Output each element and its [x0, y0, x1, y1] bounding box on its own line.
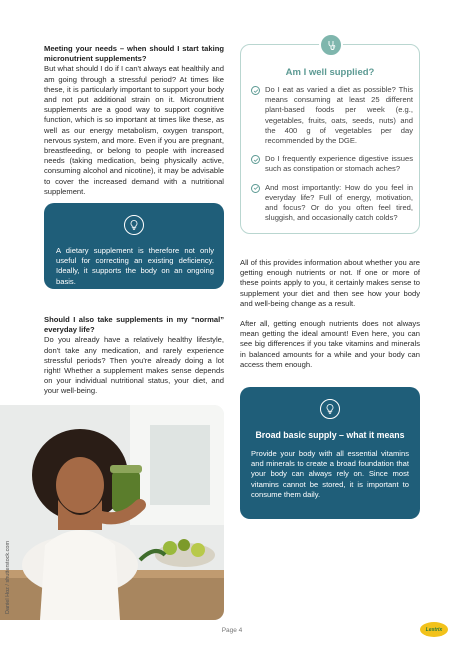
everyday-section	[44, 315, 224, 397]
lightbulb-icon	[124, 215, 144, 235]
check-circle-icon	[251, 184, 260, 193]
checklist-item	[251, 154, 413, 174]
photo-credit: Daniel Hoz / shutterstock.com	[5, 540, 11, 614]
right-para-1: All of this provides information about whether you are getting enough nutrients or not. If one or more of these points apply to you, it certainly makes sense to supplement your diet and then see how your body and well-being change as a result.	[240, 258, 420, 308]
check-circle-icon	[251, 86, 260, 95]
check-circle-icon	[251, 155, 260, 164]
broad-supply-box	[240, 387, 420, 519]
checklist-item	[251, 85, 413, 146]
right-text-section	[240, 258, 420, 370]
intro-section	[44, 44, 224, 197]
lightbulb-icon	[320, 399, 340, 419]
broad-supply-text: Provide your body with all essential vitamins and minerals to create a broad foundation that your body can always rely on. Since most vitamins cannot be stored, it is important to consume them daily.	[251, 449, 409, 499]
checklist-item	[251, 183, 413, 224]
photo-illustration	[0, 405, 224, 620]
supplied-box	[240, 44, 420, 234]
broad-supply-title: Broad basic supply – what it means	[255, 430, 405, 440]
brand-logo	[420, 622, 448, 637]
supplied-title: Am I well supplied?	[285, 67, 375, 78]
intro-heading: Meeting your needs – when should I start taking micronutrient supplements?	[44, 44, 224, 64]
woman-drinking-photo	[0, 405, 224, 620]
supplied-checklist	[251, 85, 413, 231]
page-number: Page 4	[221, 627, 243, 634]
right-para-2: After all, getting enough nutrients does not always mean getting the ideal amount! Even here, you can see big differences if you take vitamins and minerals in balanced amounts for a while and your body can access them enough.	[240, 319, 420, 369]
checklist-item-text: Do I eat as varied a diet as possible? This means consuming at least 25 different plant-based foods per week (e.g., vegetables, fruits, oats, seeds, nuts) and the 400 g of vegetables per day recommended by the DGE.	[265, 85, 413, 146]
tip-box-left	[44, 203, 224, 289]
brand-logo-text: Lestrix	[425, 626, 443, 633]
intro-body: But what should I do if I can't always eat healthily and am going through a stressful period? At times like these, it is particularly important to support your body and not put additional strain on it. Micronutrient supplements are a good way to support cognitive function, which is so important at times like these, as well as our energy metabolism, oxygen transport, nervous system, and more. Even if you are pregnant, breastfeeding, or belong to people with increased needs (taking medication, being physically active, consuming alcohol and nicotine), it may be advisable to cover the increased demand with a nutritional supplement.	[44, 64, 224, 196]
stethoscope-icon	[319, 33, 343, 57]
everyday-heading: Should I also take supplements in my “normal” everyday life?	[44, 315, 224, 335]
checklist-item-text: Do I frequently experience digestive issues such as constipation or stomach aches?	[265, 154, 413, 174]
tip-box-left-text: A dietary supplement is therefore not only useful for correcting an existing deficiency. Ideally, it supports the body on an ongoing basis.	[56, 246, 214, 286]
everyday-body: Do you already have a relatively healthy lifestyle, don't take any medication, and rarely experience stressful periods? Then you're already doing a lot right! Whether a supplement makes sense depends on your individual nutritional status, your diet, and your well-being.	[44, 335, 224, 396]
checklist-item-text: And most importantly: How do you feel in everyday life? Full of energy, motivation, and focus? Or do you often feel tired, sluggish, and occasionally catch colds?	[265, 182, 413, 223]
